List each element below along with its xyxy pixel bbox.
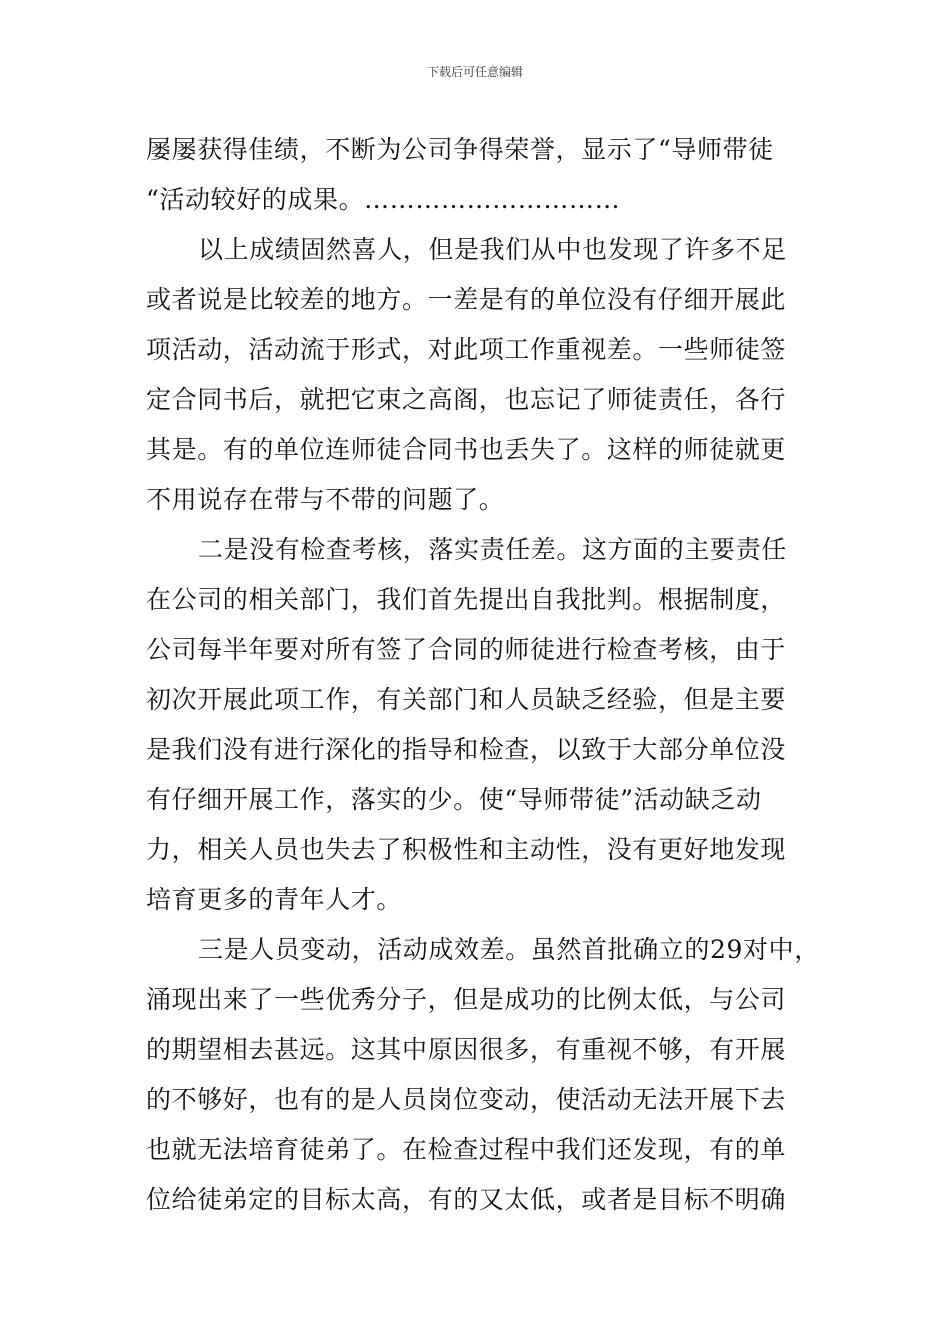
paragraph-first-line: 二是没有检查考核，落实责任差。这方面的主要责任 — [198, 535, 787, 564]
text-line: 在公司的相关部门，我们首先提出自我批判。根据制度， — [146, 585, 787, 614]
text-line: 涌现出来了一些优秀分子，但是成功的比例太低，与公司 — [146, 985, 787, 1014]
text-line: 的期望相去甚远。这其中原因很多，有重视不够，有开展 — [146, 1035, 787, 1064]
text-line: 公司每半年要对所有签了合同的师徒进行检查考核，由于 — [146, 635, 787, 664]
text-line: 的不够好，也有的是人员岗位变动，使活动无法开展下去 — [146, 1085, 787, 1114]
paragraph-first-line: 三是人员变动，活动成效差。虽然首批确立的29对中， — [198, 935, 820, 964]
text-line: 力，相关人员也失去了积极性和主动性，没有更好地发现 — [146, 835, 787, 864]
text-line: 项活动，活动流于形式，对此项工作重视差。一些师徒签 — [146, 335, 787, 364]
text-line: 或者说是比较差的地方。一差是有的单位没有仔细开展此 — [146, 285, 787, 314]
text-line: 也就无法培育徒弟了。在检查过程中我们还发现，有的单 — [146, 1135, 787, 1164]
text-line: 不用说存在带与不带的问题了。 — [146, 485, 505, 514]
text-line: 有仔细开展工作，落实的少。使“导师带徒”活动缺乏动 — [146, 785, 762, 814]
paragraph-first-line: 以上成绩固然喜人，但是我们从中也发现了许多不足 — [198, 235, 787, 264]
text-line: 初次开展此项工作，有关部门和人员缺乏经验，但是主要 — [146, 685, 787, 714]
page-header: 下载后可任意编辑 — [426, 65, 523, 79]
text-line: 其是。有的单位连师徒合同书也丢失了。这样的师徒就更 — [146, 435, 787, 464]
text-line: 是我们没有进行深化的指导和检查，以致于大部分单位没 — [146, 735, 787, 764]
text-line: 屡屡获得佳绩，不断为公司争得荣誉，显示了“导师带徒 — [146, 135, 774, 164]
text-line: “活动较好的成果。………………………… — [146, 185, 621, 214]
text-line: 定合同书后，就把它束之高阁，也忘记了师徒责任，各行 — [146, 385, 787, 414]
text-line: 培育更多的青年人才。 — [146, 885, 403, 914]
text-line: 位给徒弟定的目标太高，有的又太低，或者是目标不明确 — [146, 1185, 787, 1214]
